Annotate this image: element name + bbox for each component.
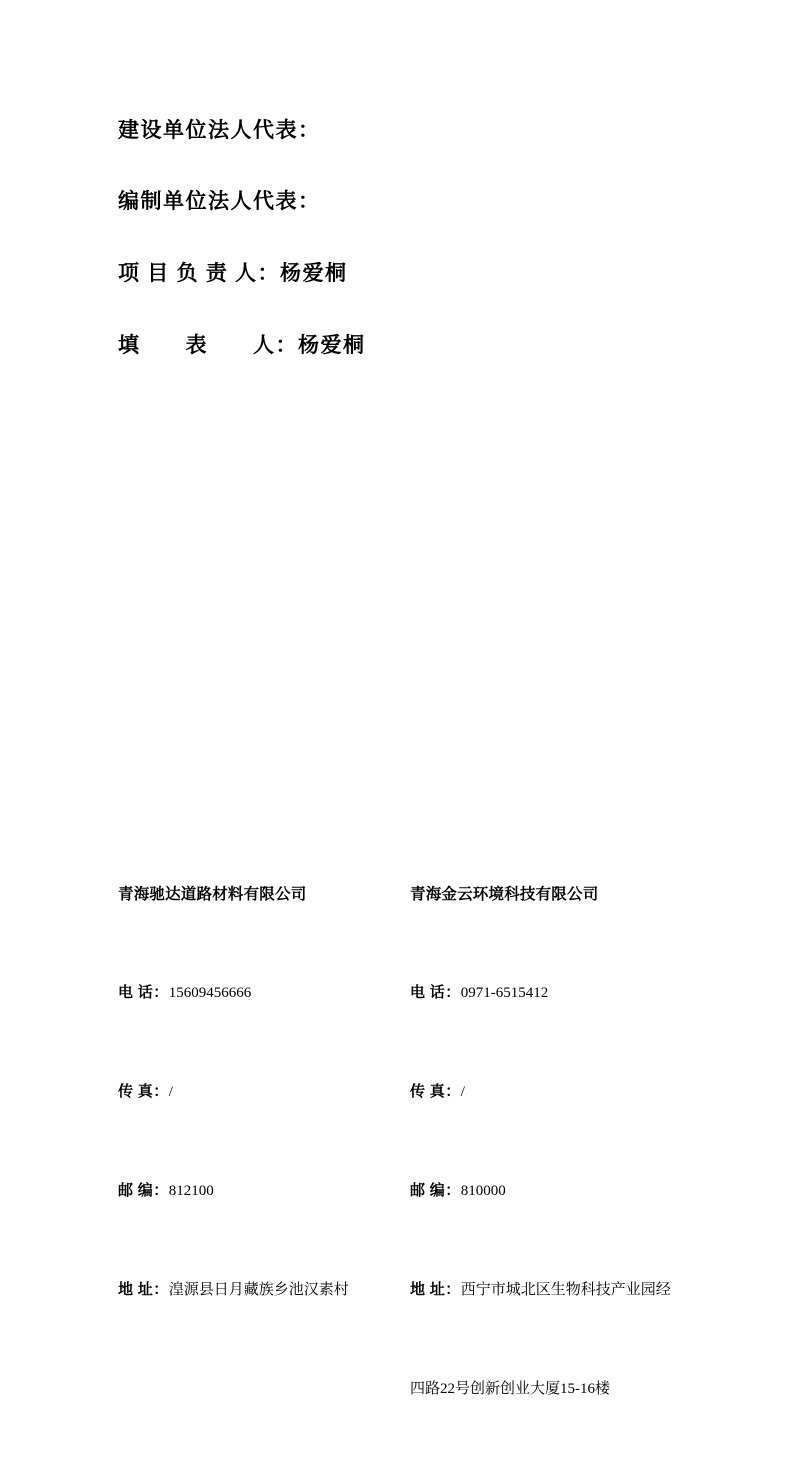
postcode-row [118,1175,408,1208]
signature-line-compilation-unit-legal-rep: 编制单位法人代表： [118,189,321,213]
address-value: 湟源县日月藏族乡池汉素村 [168,1282,349,1298]
company-name: 青海金云环境科技有限公司 [410,886,599,903]
fax-row [410,1076,770,1109]
signature-line-form-filler: 填 表 人：杨爱桐 [118,333,366,357]
phone-value: 0971-6515412 [460,985,549,1001]
fax-value: / [168,1084,173,1100]
phone-value: 15609456666 [168,985,252,1001]
contact-column-consultant-company [410,812,770,1472]
address-label: 地 址： [410,1282,461,1298]
contact-column-construction-company [118,812,408,1373]
postcode-row [410,1175,770,1208]
address-row [410,1274,770,1307]
company-name: 青海驰达道路材料有限公司 [118,886,307,903]
address-row [118,1274,408,1307]
phone-row [410,977,770,1010]
signature-line-construction-unit-legal-rep: 建设单位法人代表： [118,118,321,142]
fax-label: 传 真： [410,1084,461,1100]
postcode-label: 邮 编： [118,1183,169,1199]
postcode-value: 812100 [168,1183,214,1199]
postcode-label: 邮 编： [410,1183,461,1199]
phone-label: 电 话： [410,985,461,1001]
phone-label: 电 话： [118,985,169,1001]
signature-line-project-manager: 项 目 负 责 人：杨爱桐 [118,261,348,285]
phone-row [118,977,408,1010]
fax-label: 传 真： [118,1084,169,1100]
postcode-value: 810000 [460,1183,506,1199]
fax-value: / [460,1084,465,1100]
fax-row [118,1076,408,1109]
address-continuation-line: 四路22号创新创业大厦15-16楼 [410,1381,610,1397]
address-label: 地 址： [118,1282,169,1298]
address-value: 西宁市城北区生物科技产业园经 [460,1282,671,1298]
